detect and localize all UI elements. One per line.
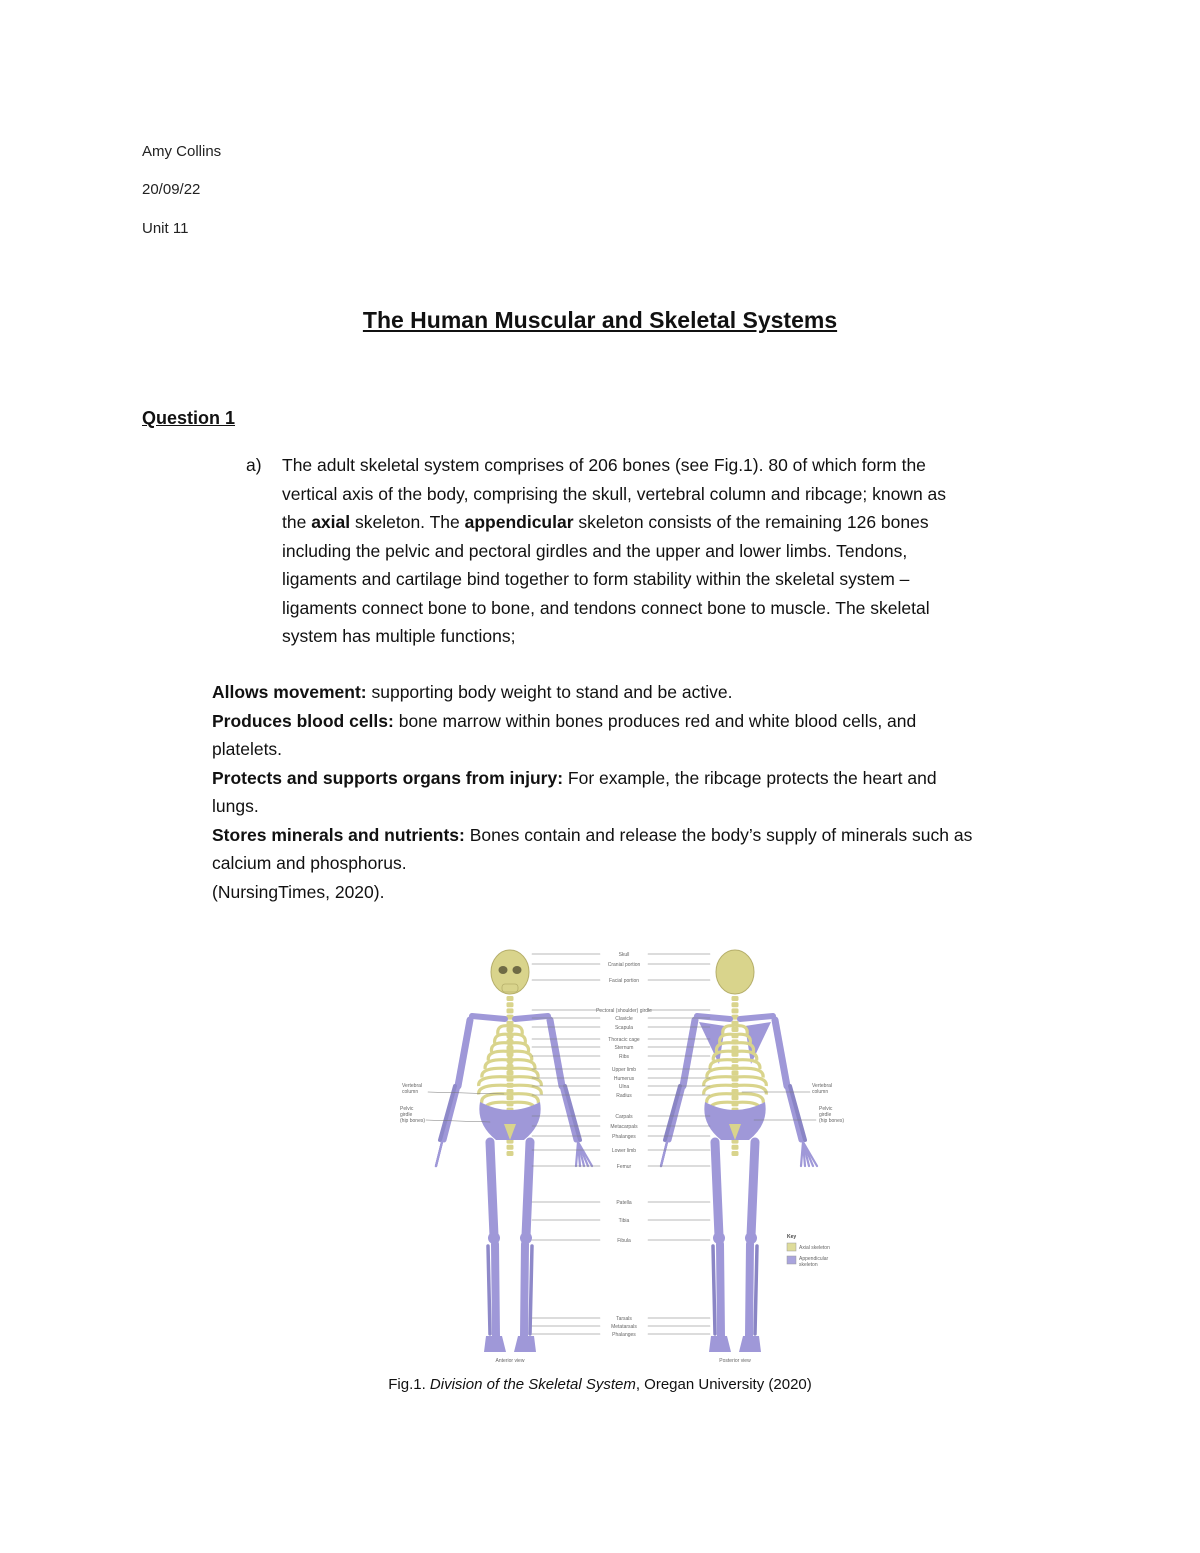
key-label: Appendicular bbox=[799, 1256, 829, 1262]
paragraph-line: The adult skeletal system comprises of 206 bones (see Fig.1). 80 of which form the bbox=[282, 455, 926, 475]
femur bbox=[751, 1142, 755, 1236]
center-label: Cranial portion bbox=[607, 962, 641, 968]
clavicle bbox=[472, 1016, 505, 1019]
side-label: Pelvic bbox=[400, 1106, 414, 1112]
side-label: (hip bones) bbox=[819, 1118, 845, 1124]
side-label: Pelvic bbox=[819, 1106, 833, 1112]
vertebra bbox=[507, 1095, 514, 1100]
caption-title: Division of the Skeletal System bbox=[429, 1376, 636, 1393]
vertebra bbox=[732, 1095, 739, 1100]
tibia bbox=[720, 1244, 721, 1336]
center-label: Tarsals bbox=[616, 1316, 632, 1322]
side-label: Vertebral bbox=[402, 1083, 423, 1089]
clavicle bbox=[515, 1016, 548, 1019]
side-label: girdle bbox=[819, 1112, 832, 1118]
clavicle bbox=[697, 1016, 730, 1019]
foot bbox=[484, 1336, 506, 1352]
document-date: 20/09/22 bbox=[142, 181, 201, 198]
function-item: Allows movement: supporting body weight to stand and be active. bbox=[212, 682, 733, 702]
center-label: Radius bbox=[616, 1093, 632, 1099]
vertebra bbox=[732, 1027, 739, 1032]
function-item-continued: lungs. bbox=[212, 796, 259, 816]
function-item-continued: platelets. bbox=[212, 739, 283, 759]
center-label: Metacarpals bbox=[610, 1124, 638, 1130]
view-label: Posterior view bbox=[719, 1358, 751, 1364]
center-label: Metatarsals bbox=[611, 1324, 637, 1330]
humerus bbox=[775, 1020, 787, 1086]
finger bbox=[661, 1142, 667, 1166]
paragraph-line: ligaments and cartilage bind together to form stability within the skeletal system – bbox=[282, 569, 910, 589]
jaw bbox=[502, 984, 518, 992]
axial-swatch bbox=[787, 1243, 796, 1251]
center-label: Sternum bbox=[614, 1045, 634, 1051]
side-label: Vertebral bbox=[812, 1083, 833, 1089]
vertebra bbox=[507, 1151, 514, 1156]
figure-key bbox=[787, 1234, 830, 1268]
appendicular-swatch bbox=[787, 1256, 796, 1264]
fibula bbox=[755, 1246, 757, 1334]
center-labels bbox=[596, 952, 652, 1338]
function-item: Protects and supports organs from injury: For example, the ribcage protects the heart and bbox=[212, 767, 937, 788]
vertebra bbox=[732, 1070, 739, 1075]
humerus bbox=[458, 1020, 470, 1086]
femur bbox=[490, 1142, 494, 1236]
center-label: Thoracic cage bbox=[608, 1037, 640, 1043]
term-appendicular: appendicular bbox=[464, 512, 574, 532]
eye-socket bbox=[513, 966, 522, 974]
key-label: skeleton bbox=[799, 1262, 818, 1268]
side-label: girdle bbox=[400, 1112, 413, 1118]
center-label: Lower limb bbox=[611, 1148, 637, 1154]
function-item-continued: calcium and phosphorus. bbox=[212, 853, 407, 873]
center-label: Femur bbox=[616, 1164, 632, 1170]
femur bbox=[715, 1142, 719, 1236]
center-label: Phalanges bbox=[612, 1134, 636, 1140]
figure-caption: Fig.1. Division of the Skeletal System, Oregan University (2020) bbox=[388, 1376, 812, 1393]
vertebra bbox=[732, 1145, 739, 1150]
center-label: Carpals bbox=[615, 1114, 633, 1120]
center-label: Tibia bbox=[618, 1218, 630, 1224]
unit-label: Unit 11 bbox=[142, 220, 189, 237]
document-title: The Human Muscular and Skeletal Systems bbox=[362, 307, 838, 333]
vertebra bbox=[732, 1008, 739, 1013]
center-label: Phalanges bbox=[612, 1332, 636, 1338]
center-label: Humerus bbox=[613, 1076, 635, 1082]
finger bbox=[436, 1142, 442, 1166]
humerus bbox=[550, 1020, 562, 1086]
side-label: column bbox=[812, 1089, 829, 1095]
paragraph-line: system has multiple functions; bbox=[282, 626, 516, 646]
question-heading: Question 1 bbox=[142, 408, 236, 428]
paragraph-line: vertical axis of the body, comprising the skull, vertebral column and ribcage; known as bbox=[282, 483, 947, 504]
skeleton-figure bbox=[392, 944, 862, 1369]
fibula bbox=[530, 1246, 532, 1334]
vertebra bbox=[732, 996, 739, 1001]
center-label: Clavicle bbox=[615, 1016, 633, 1022]
functions-list bbox=[212, 678, 1072, 906]
tibia bbox=[495, 1244, 496, 1336]
fibula bbox=[713, 1246, 715, 1334]
foot bbox=[739, 1336, 761, 1352]
eye-socket bbox=[499, 966, 508, 974]
function-item: Stores minerals and nutrients: Bones contain and release the body’s supply of minerals such as bbox=[212, 824, 973, 845]
leader-line bbox=[426, 1120, 490, 1122]
skull bbox=[716, 950, 754, 994]
center-label: Facial portion bbox=[608, 978, 640, 984]
center-label: Pectoral (shoulder) girdle bbox=[596, 1008, 652, 1014]
key-title: Key bbox=[787, 1234, 797, 1240]
center-label: Upper limb bbox=[611, 1067, 637, 1073]
tibia bbox=[524, 1244, 525, 1336]
side-label: column bbox=[402, 1089, 419, 1095]
femur bbox=[526, 1142, 530, 1236]
term-axial: axial bbox=[311, 512, 351, 532]
function-item: Produces blood cells: bone marrow within bones produces red and white blood cells, and bbox=[212, 710, 917, 731]
clavicle bbox=[740, 1016, 773, 1019]
tibia bbox=[749, 1244, 750, 1336]
side-label: (hip bones) bbox=[400, 1118, 426, 1124]
vertebra bbox=[732, 1002, 739, 1007]
center-label: Fibula bbox=[617, 1238, 631, 1244]
vertebra bbox=[732, 1151, 739, 1156]
vertebra bbox=[507, 1145, 514, 1150]
view-label: Anterior view bbox=[495, 1358, 525, 1364]
humerus bbox=[683, 1020, 695, 1086]
author-name: Amy Collins bbox=[142, 143, 222, 160]
paragraph-body bbox=[282, 451, 1034, 651]
center-label: Skull bbox=[618, 952, 630, 958]
vertebra bbox=[507, 1008, 514, 1013]
center-label: Ulna bbox=[618, 1084, 630, 1090]
paragraph-line: ligaments connect bone to bone, and tendons connect bone to muscle. The skeletal bbox=[282, 597, 930, 618]
center-label: Patella bbox=[616, 1200, 632, 1206]
paragraph-line: including the pelvic and pectoral girdles and the upper and lower limbs. Tendons, bbox=[282, 540, 908, 561]
center-label: Scapula bbox=[614, 1025, 634, 1031]
citation: (NursingTimes, 2020). bbox=[212, 881, 385, 902]
foot bbox=[514, 1336, 536, 1352]
key-label: Axial skeleton bbox=[799, 1245, 830, 1251]
center-label: Ribs bbox=[618, 1054, 630, 1060]
vertebra bbox=[507, 996, 514, 1001]
list-marker: a) bbox=[246, 455, 262, 475]
paragraph-line: the axial skeleton. The appendicular skeleton consists of the remaining 126 bones bbox=[282, 512, 929, 532]
foot bbox=[709, 1336, 731, 1352]
fibula bbox=[488, 1246, 490, 1334]
vertebra bbox=[507, 1002, 514, 1007]
